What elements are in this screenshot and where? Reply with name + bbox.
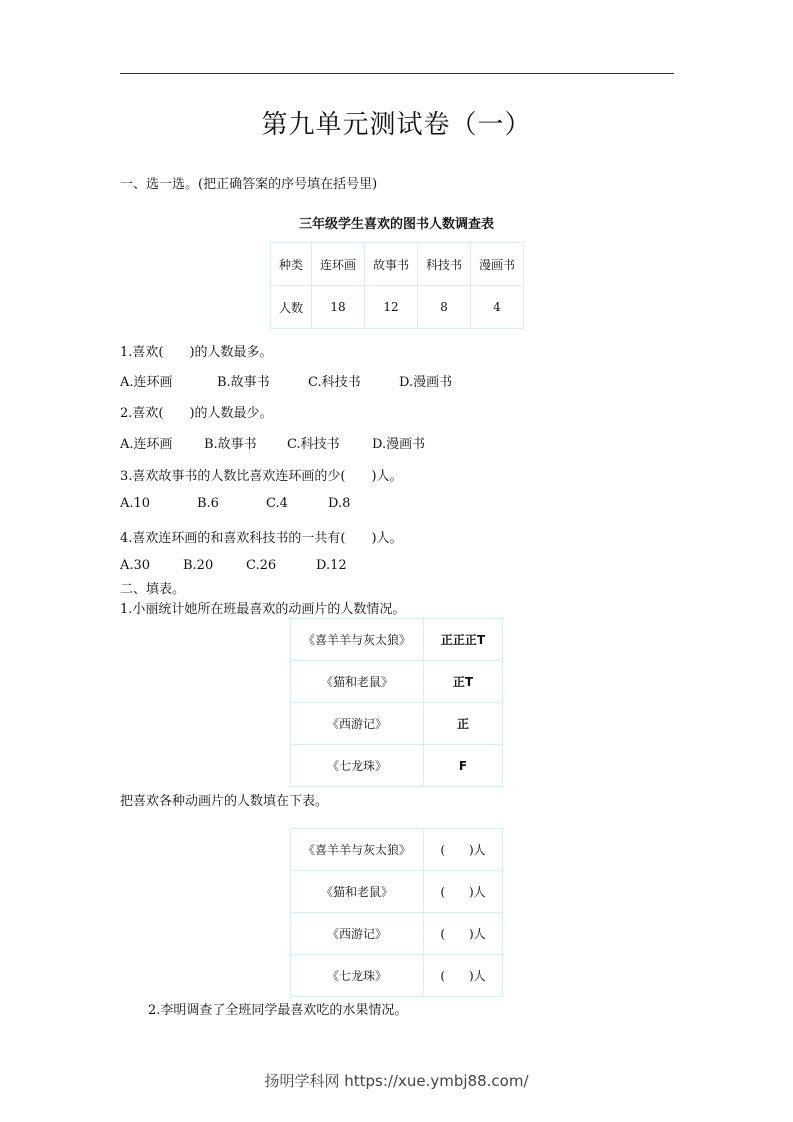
table-cell: 8 — [418, 286, 471, 329]
page-title: 第九单元测试卷（一） — [261, 110, 532, 140]
table-cell: 种类 — [271, 243, 312, 286]
option: C.科技书 — [308, 375, 361, 390]
tally-mark: 正正正T — [424, 619, 503, 661]
table-row — [291, 829, 503, 871]
tally-mark: 正 — [424, 703, 503, 745]
table-cell: 12 — [365, 286, 418, 329]
section2-heading: 二、填表。 — [120, 582, 186, 597]
question-3-options — [120, 496, 350, 511]
table-cell: 《西游记》 — [291, 703, 424, 745]
table-cell: 《喜羊羊与灰太狼》 — [291, 829, 424, 871]
option: B.故事书 — [204, 437, 257, 452]
table-cell: 科技书 — [418, 243, 471, 286]
table-cell: 18 — [312, 286, 365, 329]
table-cell: 《猫和老鼠》 — [291, 661, 424, 703]
answer-blank[interactable]: ( )人 — [424, 829, 503, 871]
table-cell: 故事书 — [365, 243, 418, 286]
top-rule — [120, 73, 674, 74]
table-cell: 4 — [471, 286, 524, 329]
fill-instruction: 把喜欢各种动画片的人数填在下表。 — [120, 794, 329, 809]
section2-question-1: 1.小丽统计她所在班最喜欢的动画片的人数情况。 — [120, 602, 406, 617]
table-row — [271, 286, 524, 329]
question-4: 4.喜欢连环画的和喜欢科技书的一共有( )人。 — [120, 531, 403, 546]
table-cell: 《猫和老鼠》 — [291, 871, 424, 913]
answer-blank[interactable]: ( )人 — [424, 913, 503, 955]
option: A.连环画 — [120, 375, 173, 390]
option: D.漫画书 — [399, 375, 453, 390]
section2-question-2: 2.李明调查了全班同学最喜欢吃的水果情况。 — [148, 1003, 408, 1018]
option: C.26 — [246, 558, 277, 573]
option: A.10 — [120, 496, 151, 511]
question-2-options — [120, 433, 425, 452]
tally-mark: F — [424, 745, 503, 787]
table-row — [291, 955, 503, 997]
table-row — [291, 745, 503, 787]
table-row — [271, 243, 524, 286]
question-3: 3.喜欢故事书的人数比喜欢连环画的少( )人。 — [120, 469, 403, 484]
option: B.故事书 — [217, 375, 270, 390]
book-survey-table — [270, 242, 524, 329]
tally-mark: 正T — [424, 661, 503, 703]
option: B.6 — [197, 496, 219, 511]
table-cell: 人数 — [271, 286, 312, 329]
table-row — [291, 619, 503, 661]
option: D.12 — [316, 558, 347, 573]
option: C.科技书 — [287, 437, 340, 452]
table-cell: 《喜羊羊与灰太狼》 — [291, 619, 424, 661]
answer-blank[interactable]: ( )人 — [424, 955, 503, 997]
table-cell: 连环画 — [312, 243, 365, 286]
table-row — [291, 913, 503, 955]
table-row — [291, 703, 503, 745]
question-1: 1.喜欢( )的人数最多。 — [120, 345, 273, 360]
option: A.连环画 — [120, 437, 173, 452]
table-cell: 漫画书 — [471, 243, 524, 286]
option: B.20 — [183, 558, 214, 573]
question-2: 2.喜欢( )的人数最少。 — [120, 406, 273, 421]
option: C.4 — [266, 496, 288, 511]
fill-table — [290, 828, 503, 997]
question-4-options — [120, 558, 347, 573]
table-cell: 《七龙珠》 — [291, 745, 424, 787]
answer-blank[interactable]: ( )人 — [424, 871, 503, 913]
section1-heading: 一、选一选。(把正确答案的序号填在括号里) — [120, 177, 378, 192]
option: D.漫画书 — [372, 437, 426, 452]
footer-watermark: 扬明学科网 https://xue.ymbj88.com/ — [264, 1072, 529, 1090]
table-row — [291, 871, 503, 913]
option: D.8 — [328, 496, 351, 511]
tally-table — [290, 618, 503, 787]
question-1-options — [120, 371, 452, 390]
table-row — [291, 661, 503, 703]
table-cell: 《七龙珠》 — [291, 955, 424, 997]
option: A.30 — [120, 558, 151, 573]
table-cell: 《西游记》 — [291, 913, 424, 955]
survey-table-title: 三年级学生喜欢的图书人数调查表 — [298, 217, 494, 232]
